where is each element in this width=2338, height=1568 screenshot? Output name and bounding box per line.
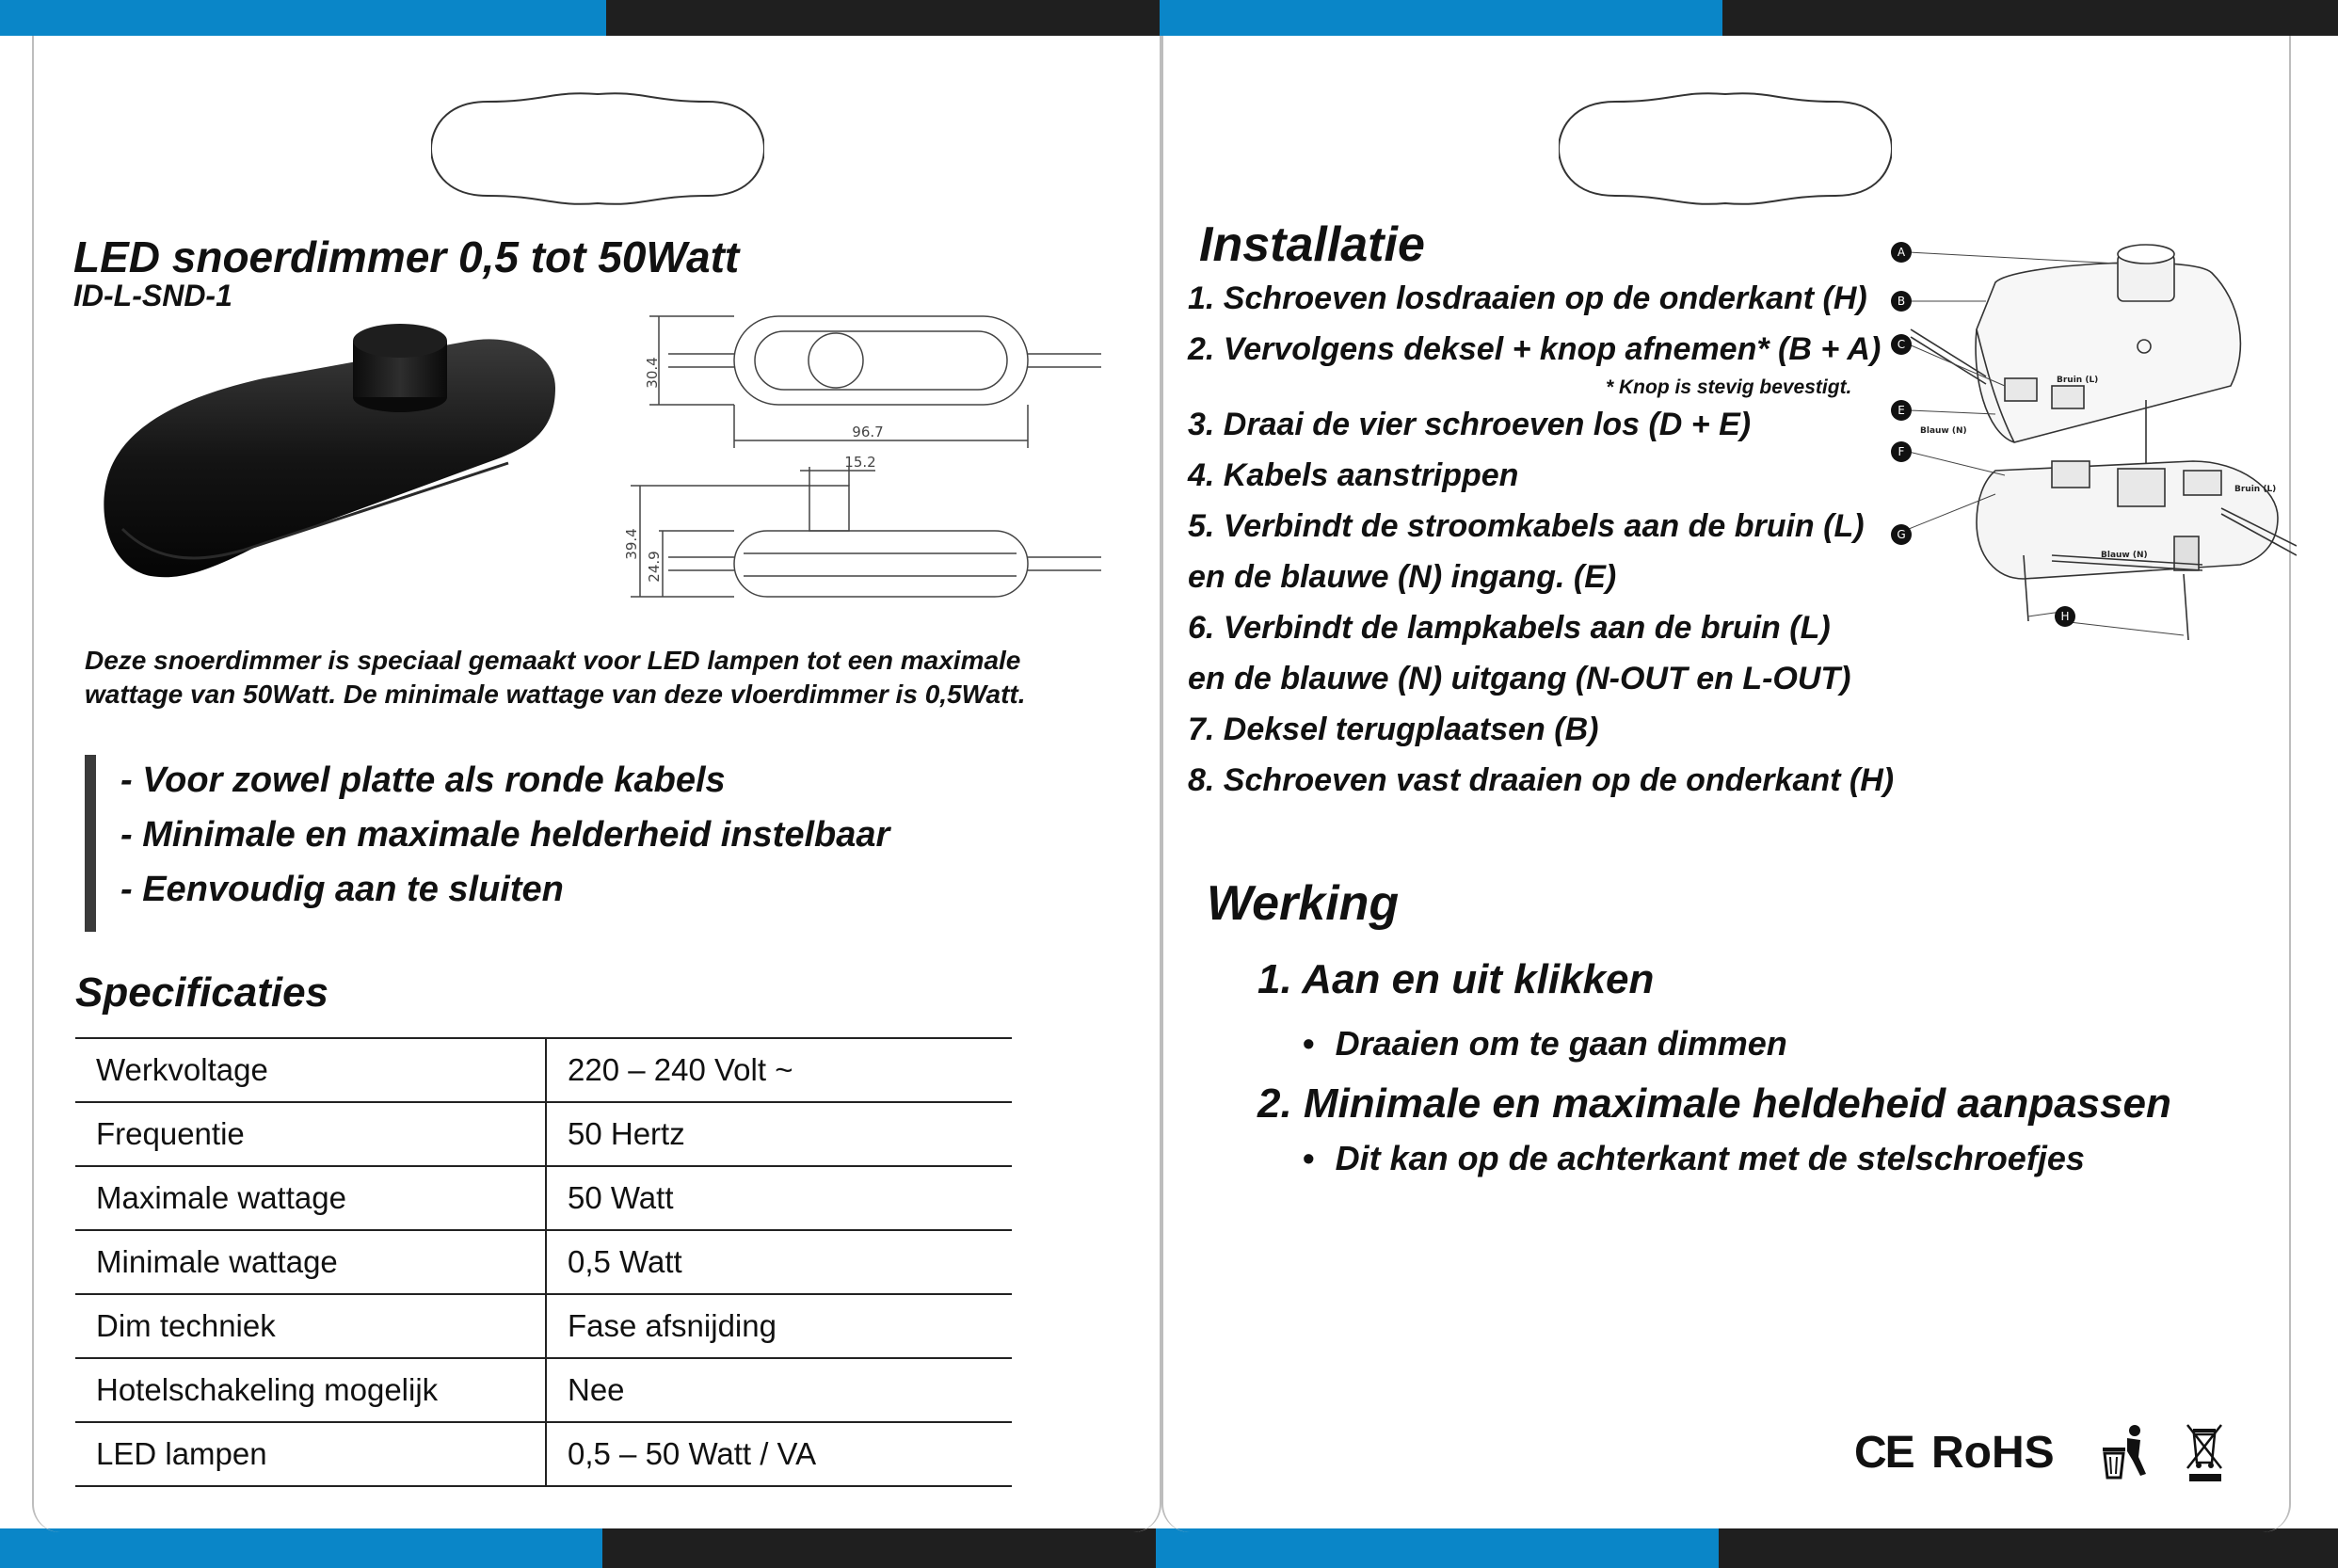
crossed-bin-icon: [2184, 1421, 2227, 1483]
dim-body-height: 24.9: [646, 551, 663, 583]
waste-bin-icon: [2099, 1423, 2152, 1481]
table-row: [75, 1230, 1012, 1294]
product-code: ID-L-SND-1: [73, 279, 232, 312]
dim-total-height: 39.4: [623, 528, 640, 560]
exploded-diagram: [1882, 235, 2297, 649]
install-step: 3. Draai de vier schroeven los (D + E): [1188, 407, 1752, 442]
work-bullet: • Draaien om te gaan dimmen: [1303, 1024, 1787, 1064]
bottom-bar-blue-left: [0, 1528, 602, 1568]
feature-item: - Minimale en maximale helderheid instelbaar: [120, 815, 890, 855]
feature-accent-bar: [85, 755, 96, 932]
install-step: 5. Verbindt de stroomkabels aan de bruin (L): [1188, 508, 1865, 544]
bottom-bar-dark-right: [1719, 1528, 2338, 1568]
install-step: 2. Vervolgens deksel + knop afnemen* (B + A): [1188, 331, 1882, 367]
install-step: 6. Verbindt de lampkabels aan de bruin (L): [1188, 610, 1831, 646]
work-heading: 2. Minimale en maximale heldeheid aanpassen: [1257, 1080, 2171, 1127]
spec-label: Minimale wattage: [75, 1230, 546, 1294]
table-row: [75, 1294, 1012, 1358]
spec-value: 50 Hertz: [546, 1102, 1012, 1166]
spec-label: Hotelschakeling mogelijk: [75, 1358, 546, 1422]
table-row: [75, 1038, 1012, 1102]
wire-label: Bruin (L): [2234, 485, 2277, 494]
bottom-bar-blue-right: [1156, 1528, 1719, 1568]
spec-title: Specificaties: [75, 969, 329, 1016]
wire-label: Blauw (N): [2101, 551, 2148, 560]
dimension-drawing: [621, 307, 1111, 617]
spec-value: 0,5 – 50 Watt / VA: [546, 1422, 1012, 1486]
work-heading: 1. Aan en uit klikken: [1257, 956, 1655, 1002]
dim-width: 96.7: [852, 424, 884, 440]
feature-item: - Voor zowel platte als ronde kabels: [120, 760, 726, 800]
top-bar-blue-left: [0, 0, 606, 36]
bottom-bar-dark-left: [602, 1528, 1156, 1568]
table-row: [75, 1166, 1012, 1230]
install-step: 4. Kabels aanstrippen: [1188, 457, 1519, 493]
spec-label: LED lampen: [75, 1422, 546, 1486]
install-note: * Knop is stevig bevestigt.: [1606, 376, 1852, 398]
install-step: 8. Schroeven vast draaien op de onderkant (H): [1188, 762, 1895, 798]
top-bar-dark-left: [606, 0, 1160, 36]
spec-value: 0,5 Watt: [546, 1230, 1012, 1294]
feature-item: - Eenvoudig aan te sluiten: [120, 870, 564, 909]
spec-label: Werkvoltage: [75, 1038, 546, 1102]
spec-label: Frequentie: [75, 1102, 546, 1166]
product-title: LED snoerdimmer 0,5 tot 50Watt: [73, 232, 740, 281]
install-step: en de blauwe (N) uitgang (N-OUT en L-OUT): [1188, 661, 1851, 696]
install-title: Installatie: [1199, 217, 1425, 272]
diagram-label: G: [1897, 528, 1906, 541]
diagram-label: C: [1897, 338, 1906, 351]
ce-mark: CE: [1854, 1428, 1914, 1478]
rohs-mark: RoHS: [1931, 1428, 2055, 1478]
diagram-label: A: [1897, 246, 1906, 259]
spec-value: 50 Watt: [546, 1166, 1012, 1230]
top-bar-blue-right: [1160, 0, 1722, 36]
work-title: Werking: [1207, 876, 1400, 931]
hanger-hole-right: [1559, 92, 1892, 205]
table-row: [75, 1102, 1012, 1166]
diagram-label: H: [2060, 610, 2070, 623]
spec-table: [75, 1037, 1012, 1487]
install-step: en de blauwe (N) ingang. (E): [1188, 559, 1617, 595]
work-bullet: • Dit kan op de achterkant met de stelschroefjes: [1303, 1139, 2085, 1178]
spec-value: Fase afsnijding: [546, 1294, 1012, 1358]
spec-label: Dim techniek: [75, 1294, 546, 1358]
diagram-label: F: [1898, 445, 1905, 458]
wire-label: Blauw (N): [1920, 426, 1967, 436]
install-step: 7. Deksel terugplaatsen (B): [1188, 712, 1599, 747]
top-bar-dark-right: [1722, 0, 2338, 36]
wire-label: Bruin (L): [2057, 376, 2099, 385]
table-row: [75, 1358, 1012, 1422]
dim-height: 30.4: [644, 357, 661, 389]
dimmer-product-image: [94, 303, 565, 604]
dim-knob: 15.2: [844, 454, 876, 471]
product-description: Deze snoerdimmer is speciaal gemaakt voor LED lampen tot een maximale wattage van 50Watt. De minimale wattage van deze vloerdimmer is 0,5Watt.: [85, 646, 1026, 709]
table-row: [75, 1422, 1012, 1486]
diagram-label: B: [1897, 295, 1906, 308]
install-step: 1. Schroeven losdraaien op de onderkant (H): [1188, 280, 1867, 316]
certification-marks: [1845, 1421, 2240, 1487]
diagram-label: E: [1898, 404, 1905, 417]
spec-value: Nee: [546, 1358, 1012, 1422]
spec-label: Maximale wattage: [75, 1166, 546, 1230]
spec-value: 220 – 240 Volt ~: [546, 1038, 1012, 1102]
hanger-hole-left: [431, 92, 764, 205]
